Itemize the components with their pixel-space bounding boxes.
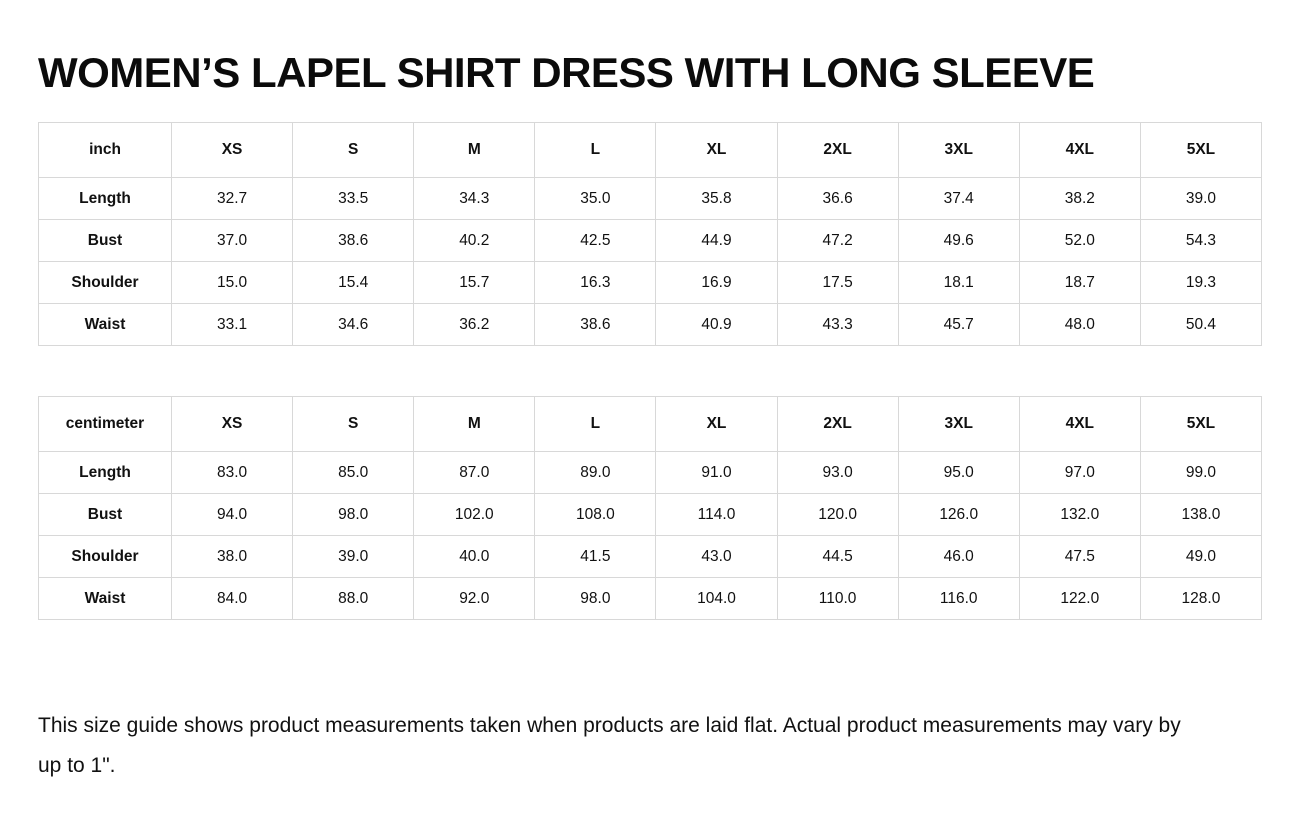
row-label-shoulder: Shoulder — [39, 536, 172, 578]
cell-bust-3xl: 126.0 — [898, 494, 1019, 536]
cell-length-l: 89.0 — [535, 452, 656, 494]
cell-bust-xs: 37.0 — [172, 220, 293, 262]
cell-length-xs: 83.0 — [172, 452, 293, 494]
cell-waist-xl: 40.9 — [656, 304, 777, 346]
centimeter-table-body — [39, 452, 1262, 620]
cell-bust-2xl: 47.2 — [777, 220, 898, 262]
cell-shoulder-3xl: 46.0 — [898, 536, 1019, 578]
size-header-l: L — [535, 123, 656, 178]
cell-shoulder-xs: 15.0 — [172, 262, 293, 304]
cell-waist-l: 38.6 — [535, 304, 656, 346]
table-row — [39, 220, 1262, 262]
cell-length-m: 34.3 — [414, 178, 535, 220]
size-guide-note: This size guide shows product measurements taken when products are laid flat. Actual product measurements may vary by up to 1". — [38, 714, 1181, 778]
cell-waist-m: 92.0 — [414, 578, 535, 620]
cell-shoulder-l: 16.3 — [535, 262, 656, 304]
cell-length-xl: 91.0 — [656, 452, 777, 494]
cell-shoulder-s: 15.4 — [293, 262, 414, 304]
cell-shoulder-2xl: 44.5 — [777, 536, 898, 578]
cell-bust-s: 98.0 — [293, 494, 414, 536]
row-label-length: Length — [39, 178, 172, 220]
table-row — [39, 536, 1262, 578]
cell-bust-m: 102.0 — [414, 494, 535, 536]
row-label-waist: Waist — [39, 578, 172, 620]
cell-shoulder-4xl: 47.5 — [1019, 536, 1140, 578]
cell-waist-4xl: 48.0 — [1019, 304, 1140, 346]
size-header-4xl: 4XL — [1019, 397, 1140, 452]
cell-bust-xl: 44.9 — [656, 220, 777, 262]
table-row — [39, 578, 1262, 620]
cell-shoulder-s: 39.0 — [293, 536, 414, 578]
cell-length-2xl: 36.6 — [777, 178, 898, 220]
size-header-3xl: 3XL — [898, 397, 1019, 452]
table-header-row — [39, 123, 1262, 178]
cell-bust-xs: 94.0 — [172, 494, 293, 536]
cell-waist-xl: 104.0 — [656, 578, 777, 620]
centimeter-size-table-wrapper — [38, 396, 1262, 620]
cell-shoulder-2xl: 17.5 — [777, 262, 898, 304]
row-label-bust: Bust — [39, 220, 172, 262]
row-label-length: Length — [39, 452, 172, 494]
size-header-xs: XS — [172, 123, 293, 178]
cell-waist-4xl: 122.0 — [1019, 578, 1140, 620]
size-header-5xl: 5XL — [1140, 123, 1261, 178]
cell-length-5xl: 99.0 — [1140, 452, 1261, 494]
cell-waist-m: 36.2 — [414, 304, 535, 346]
cell-bust-s: 38.6 — [293, 220, 414, 262]
size-header-xs: XS — [172, 397, 293, 452]
cell-length-s: 33.5 — [293, 178, 414, 220]
cell-waist-s: 34.6 — [293, 304, 414, 346]
cell-bust-3xl: 49.6 — [898, 220, 1019, 262]
cell-length-xs: 32.7 — [172, 178, 293, 220]
size-header-l: L — [535, 397, 656, 452]
size-header-2xl: 2XL — [777, 397, 898, 452]
cell-length-4xl: 38.2 — [1019, 178, 1140, 220]
cell-length-3xl: 95.0 — [898, 452, 1019, 494]
cell-shoulder-3xl: 18.1 — [898, 262, 1019, 304]
cell-shoulder-4xl: 18.7 — [1019, 262, 1140, 304]
size-header-5xl: 5XL — [1140, 397, 1261, 452]
cell-waist-xs: 33.1 — [172, 304, 293, 346]
unit-label-inch: inch — [39, 123, 172, 178]
cell-bust-4xl: 52.0 — [1019, 220, 1140, 262]
cell-waist-3xl: 45.7 — [898, 304, 1019, 346]
cell-waist-xs: 84.0 — [172, 578, 293, 620]
cell-shoulder-xs: 38.0 — [172, 536, 293, 578]
table-row — [39, 304, 1262, 346]
size-header-4xl: 4XL — [1019, 123, 1140, 178]
cell-bust-5xl: 138.0 — [1140, 494, 1261, 536]
cell-bust-xl: 114.0 — [656, 494, 777, 536]
cell-length-s: 85.0 — [293, 452, 414, 494]
cell-bust-m: 40.2 — [414, 220, 535, 262]
size-header-3xl: 3XL — [898, 123, 1019, 178]
row-label-bust: Bust — [39, 494, 172, 536]
cell-waist-5xl: 128.0 — [1140, 578, 1261, 620]
cell-bust-l: 42.5 — [535, 220, 656, 262]
centimeter-size-table — [38, 396, 1262, 620]
size-header-s: S — [293, 123, 414, 178]
cell-bust-4xl: 132.0 — [1019, 494, 1140, 536]
row-label-shoulder: Shoulder — [39, 262, 172, 304]
cell-shoulder-5xl: 49.0 — [1140, 536, 1261, 578]
size-header-m: M — [414, 123, 535, 178]
cell-length-xl: 35.8 — [656, 178, 777, 220]
cell-bust-2xl: 120.0 — [777, 494, 898, 536]
size-header-xl: XL — [656, 123, 777, 178]
cell-waist-2xl: 110.0 — [777, 578, 898, 620]
unit-label-centimeter: centimeter — [39, 397, 172, 452]
cell-shoulder-l: 41.5 — [535, 536, 656, 578]
cell-shoulder-xl: 16.9 — [656, 262, 777, 304]
cell-length-3xl: 37.4 — [898, 178, 1019, 220]
cell-waist-l: 98.0 — [535, 578, 656, 620]
cell-waist-3xl: 116.0 — [898, 578, 1019, 620]
size-header-m: M — [414, 397, 535, 452]
table-row — [39, 494, 1262, 536]
cell-length-l: 35.0 — [535, 178, 656, 220]
cell-length-5xl: 39.0 — [1140, 178, 1261, 220]
table-header-row — [39, 397, 1262, 452]
size-header-xl: XL — [656, 397, 777, 452]
cell-shoulder-5xl: 19.3 — [1140, 262, 1261, 304]
cell-waist-5xl: 50.4 — [1140, 304, 1261, 346]
cell-waist-s: 88.0 — [293, 578, 414, 620]
table-row — [39, 262, 1262, 304]
size-header-2xl: 2XL — [777, 123, 898, 178]
cell-length-4xl: 97.0 — [1019, 452, 1140, 494]
cell-length-2xl: 93.0 — [777, 452, 898, 494]
cell-bust-5xl: 54.3 — [1140, 220, 1261, 262]
size-header-s: S — [293, 397, 414, 452]
page-title: WOMEN’S LAPEL SHIRT DRESS WITH LONG SLEEVE — [38, 49, 1095, 96]
cell-shoulder-m: 40.0 — [414, 536, 535, 578]
inch-size-table — [38, 122, 1262, 346]
cell-length-m: 87.0 — [414, 452, 535, 494]
table-spacer — [38, 346, 1262, 376]
cell-bust-l: 108.0 — [535, 494, 656, 536]
cell-shoulder-xl: 43.0 — [656, 536, 777, 578]
row-label-waist: Waist — [39, 304, 172, 346]
table-row — [39, 178, 1262, 220]
inch-table-body — [39, 178, 1262, 346]
cell-waist-2xl: 43.3 — [777, 304, 898, 346]
inch-table-header — [39, 123, 1262, 178]
centimeter-table-header — [39, 397, 1262, 452]
table-row — [39, 452, 1262, 494]
inch-size-table-wrapper — [38, 122, 1262, 346]
cell-shoulder-m: 15.7 — [414, 262, 535, 304]
